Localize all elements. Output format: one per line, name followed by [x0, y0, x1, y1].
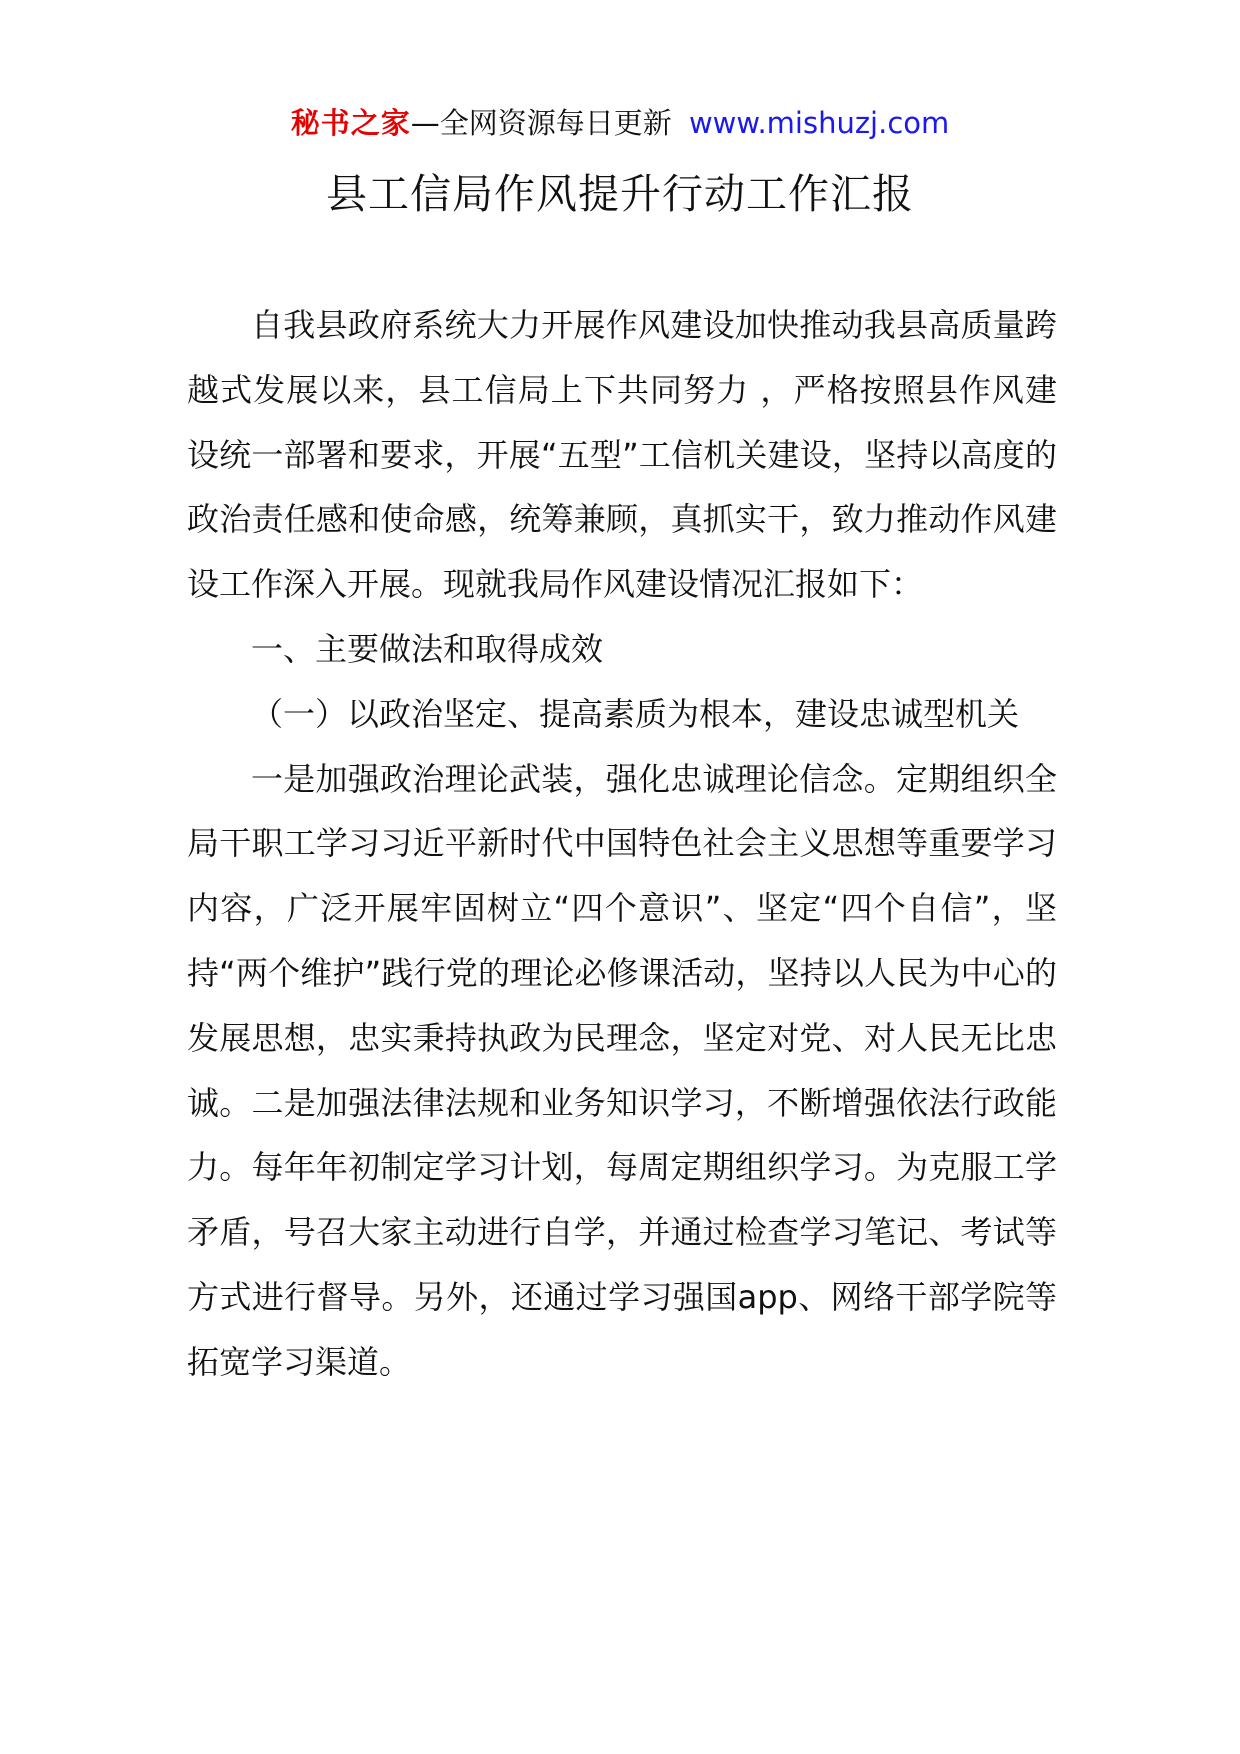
section-heading: 一、主要做法和取得成效	[251, 629, 604, 668]
body-paragraph: 一是加强政治理论武装，强化忠诚理论信念。定期组织全局干职工学习习近平新时代中国特色社会主义思想等重要学习内容，广泛开展牢固树立“四个意识”、坚定“四个自信”，坚持“两个维护”践行党的理论必修课活动，坚持以人民为中心的发展思想，忠实秉持执政为民理念，坚定对党、对人民无比忠诚。二是加强法律法规和业务知识学习，不断增强依法行政能力。每年年初制定学习计划，每周定期组织学习。为克服工学矛盾，号召大家主动进行自学，并通过检查学习笔记、考试等方式进行督导。另外，还通过学习强国app、网络干部学院等拓宽学习渠道。	[187, 759, 1057, 1381]
site-header	[0, 100, 1240, 146]
subsection-heading: （一）以政治坚定、提高素质为根本，建设忠诚型机关	[251, 694, 1020, 733]
site-url-link[interactable]: www.mishuzj.com	[688, 106, 950, 140]
brand-name: 秘书之家	[290, 106, 411, 140]
document-body	[187, 293, 1057, 1395]
document-title: 县工信局作风提升行动工作汇报	[326, 170, 914, 218]
site-slogan: —全网资源每日更新	[410, 106, 672, 140]
intro-paragraph: 自我县政府系统大力开展作风建设加快推动我县高质量跨越式发展以来，县工信局上下共同努力 ，严格按照县作风建设统一部署和要求，开展“五型”工信机关建设，坚持以高度的政治责任感和使命感，统筹兼顾，真抓实干，致力推动作风建设工作深入开展。现就我局作风建设情况汇报如下：	[187, 306, 1057, 604]
